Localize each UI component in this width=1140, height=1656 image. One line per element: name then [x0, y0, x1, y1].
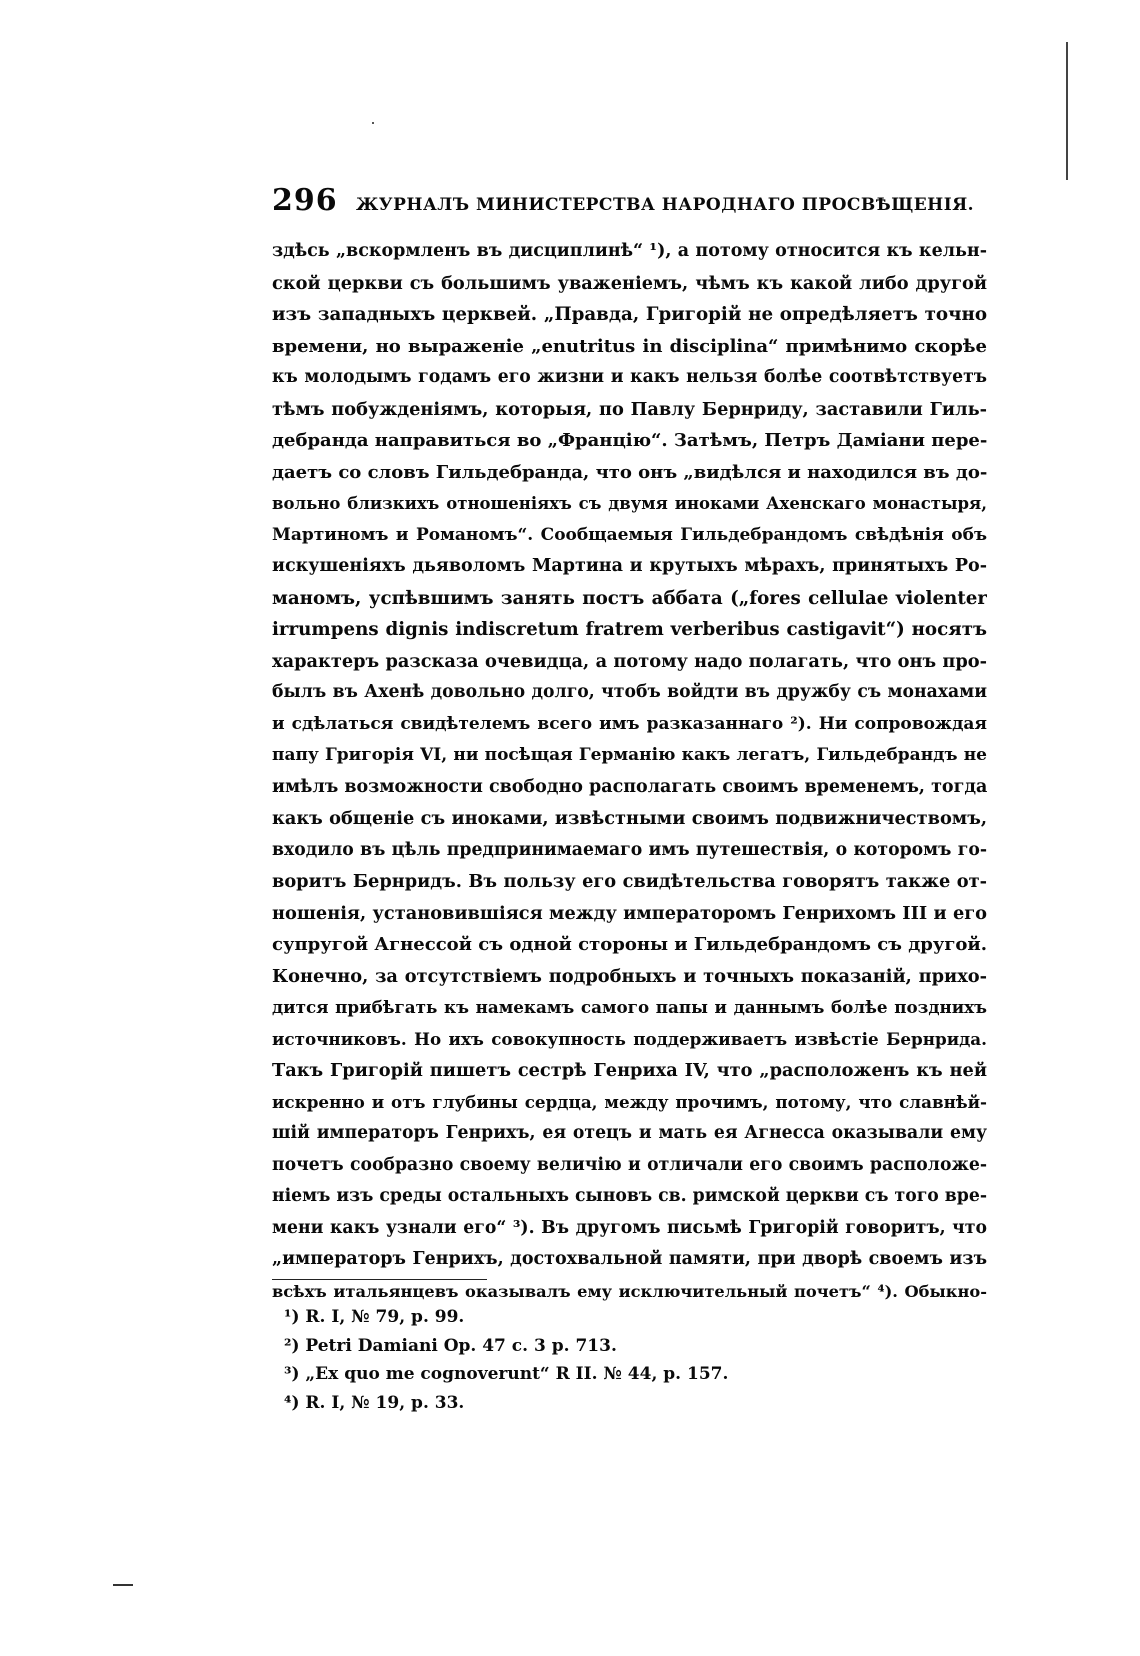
- text-line: времени, но выраженіе „enutritus in disciplina“ примѣнимо скорѣе: [272, 335, 987, 357]
- footnote: ²) Petri Damiani Op. 47 c. 3 p. 713.: [284, 1335, 617, 1356]
- text-line: Мартиномъ и Романомъ“. Сообщаемыя Гильдебрандомъ свѣдѣнія объ: [272, 524, 987, 545]
- text-line: источниковъ. Но ихъ совокупность поддерживаетъ извѣстіе Бернрида.: [272, 1028, 987, 1049]
- text-line: шій императоръ Генрихъ, ея отецъ и мать ея Агнесса оказывали ему: [272, 1123, 987, 1143]
- text-line: входило въ цѣль предпринимаемаго имъ путешествія, о которомъ го-: [272, 839, 987, 860]
- page-header: [272, 183, 987, 218]
- text-line: вольно близкихъ отношеніяхъ съ двумя иноками Ахенскаго монастыря,: [272, 494, 987, 513]
- text-line: „императоръ Генрихъ, достохвальной памяти, при дворѣ своемъ изъ: [272, 1249, 987, 1269]
- text-line: ношенія, установившіяся между императоромъ Генрихомъ III и его: [272, 902, 987, 924]
- running-title: ЖУРНАЛЪ МИНИСТЕРСТВА НАРОДНАГО ПРОСВѢЩЕНІЯ.: [356, 195, 975, 215]
- text-line: маномъ, успѣвшимъ занять постъ аббата („fores cellulae violenter: [272, 587, 987, 609]
- text-line: характеръ разсказа очевидца, а потому надо полагать, что онъ про-: [272, 650, 987, 672]
- text-line: дебранда направиться во „Францію“. Затѣмъ, Петръ Даміани пере-: [272, 430, 987, 451]
- scan-margin-mark: [113, 1584, 133, 1586]
- text-line: воритъ Бернридъ. Въ пользу его свидѣтельства говорятъ также от-: [272, 871, 987, 892]
- text-line: мени какъ узнали его“ ³). Въ другомъ письмѣ Григорій говоритъ, что: [272, 1217, 987, 1238]
- text-line: ніемъ изъ среды остальныхъ сыновъ св. римской церкви съ того вре-: [272, 1186, 987, 1206]
- text-line: даетъ со словъ Гильдебранда, что онъ „видѣлся и находился въ до-: [272, 461, 987, 483]
- text-line: тѣмъ побужденіямъ, которыя, по Павлу Бернриду, заставили Гиль-: [272, 398, 987, 420]
- text-line: былъ въ Ахенѣ довольно долго, чтобъ войдти въ дружбу съ монахами: [272, 682, 987, 702]
- scan-speck: [372, 122, 374, 124]
- footnotes: [284, 1303, 728, 1417]
- text-line: папу Григорія VI, ни посѣщая Германію какъ легатъ, Гильдебрандъ не: [272, 745, 987, 765]
- text-line: супругой Агнессой съ одной стороны и Гильдебрандомъ съ другой.: [272, 934, 987, 955]
- text-line: изъ западныхъ церквей. „Правда, Григорій не опредѣляетъ точно: [272, 304, 987, 325]
- text-line: здѣсь „вскормленъ въ дисциплинѣ“ ¹), а потому относится къ кельн-: [272, 241, 987, 261]
- text-line: дится прибѣгать къ намекамъ самого папы и даннымъ болѣе позднихъ: [272, 997, 987, 1017]
- main-text: [272, 236, 987, 1307]
- text-line: имѣлъ возможности свободно располагать своимъ временемъ, тогда: [272, 776, 987, 797]
- text-line: Такъ Григорій пишетъ сестрѣ Генриха IV, что „расположенъ къ ней: [272, 1060, 987, 1081]
- text-line: irrumpens dignis indiscretum fratrem verberibus castigavit“) носятъ: [272, 619, 987, 640]
- scan-edge-line: [1066, 42, 1068, 180]
- page-number: 296: [272, 183, 338, 218]
- footnote: ⁴) R. I, № 19, p. 33.: [284, 1392, 465, 1413]
- text-line: искушеніяхъ дьяволомъ Мартина и крутыхъ мѣрахъ, принятыхъ Ро-: [272, 556, 987, 576]
- footnote: ¹) R. I, № 79, p. 99.: [284, 1307, 465, 1327]
- text-line: ской церкви съ большимъ уваженіемъ, чѣмъ къ какой либо другой: [272, 272, 987, 294]
- text-line: всѣхъ итальянцевъ оказывалъ ему исключительный почетъ“ ⁴). Обыкно-: [272, 1281, 987, 1301]
- text-line: Конечно, за отсутствіемъ подробныхъ и точныхъ показаній, прихо-: [272, 965, 987, 987]
- footnote: ³) „Ex quo me cognoverunt“ R II. № 44, p. 157.: [284, 1364, 729, 1384]
- text-line: какъ общеніе съ иноками, извѣстными своимъ подвижничествомъ,: [272, 808, 987, 829]
- text-line: и сдѣлаться свидѣтелемъ всего имъ разказаннаго ²). Ни сопровождая: [272, 713, 987, 734]
- text-line: почетъ сообразно своему величію и отличали его своимъ расположе-: [272, 1154, 987, 1175]
- text-line: искренно и отъ глубины сердца, между прочимъ, потому, что славнѣй-: [272, 1091, 987, 1112]
- text-line: къ молодымъ годамъ его жизни и какъ нельзя болѣе соотвѣтствуетъ: [272, 367, 987, 387]
- footnote-separator: [272, 1279, 487, 1280]
